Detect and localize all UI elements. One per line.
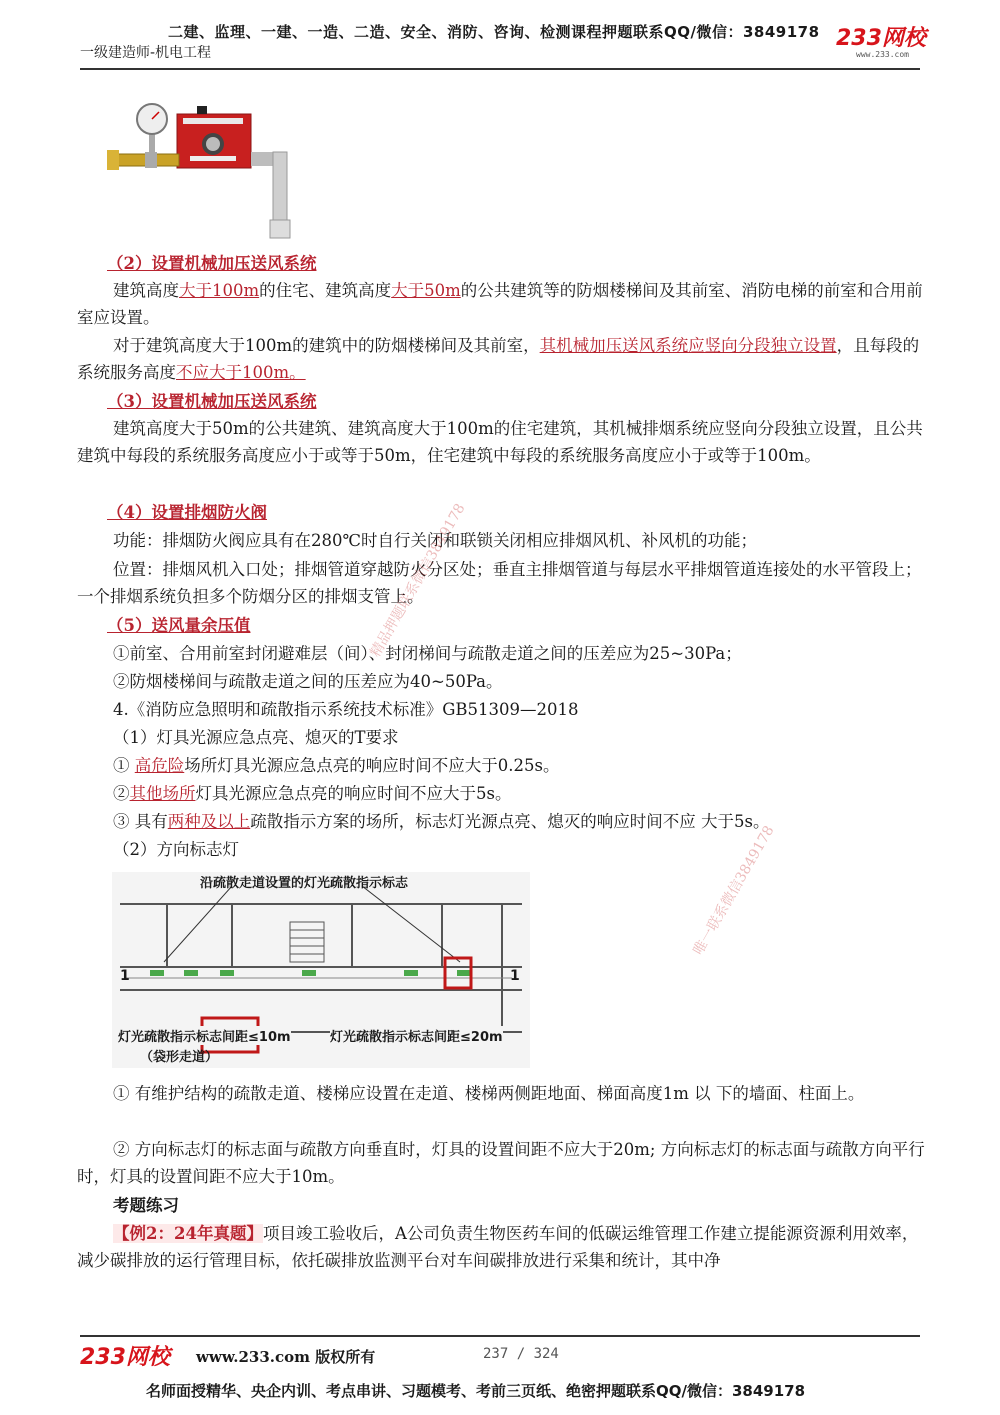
standard-line-3: ③ 具有两种及以上疏散指示方案的场所，标志灯光源点亮、熄灭的响应时间不应 大于5s。 — [113, 812, 770, 831]
section-2-paragraph-1: 建筑高度大于100m的住宅、建筑高度大于50m的公共建筑等的防烟楼梯间及其前室、消防电梯的前室和合用前室应设置。 — [77, 281, 923, 327]
header-subtitle: 一级建造师-机电工程 — [80, 45, 212, 61]
evacuation-sign-diagram — [112, 872, 530, 1068]
page-number: 237 / 324 — [483, 1346, 559, 1362]
note-1: ① 有维护结构的疏散走道、楼梯应设置在走道、楼梯两侧距地面、梯面高度1m 以 下的墙面、柱面上。 — [113, 1084, 865, 1103]
section-4-heading: （4）设置排烟防火阀 — [107, 503, 267, 522]
diagram-top-label: 沿疏散走道设置的灯光疏散指示标志 — [200, 876, 409, 891]
header-logo-text: 233网校 — [836, 26, 926, 51]
standard-sub-2: （2）方向标志灯 — [113, 840, 239, 859]
header-contact-line: 二建、监理、一建、一造、二造、安全、消防、咨询、检测课程押题联系QQ/微信：3849178 — [168, 23, 820, 41]
section-5-heading: （5）送风量余压值 — [107, 616, 251, 635]
section-3-paragraph: 建筑高度大于50m的公共建筑、建筑高度大于100m的住宅建筑，其机械排烟系统应竖向分段独立设置，且公共建筑中每段的系统服务高度应小于或等于50m，住宅建筑中每段的系统服务高度应小于或等于100m。 — [77, 419, 923, 465]
pressure-valve-image — [105, 92, 305, 242]
footer-site: www.233.com 版权所有 — [196, 1348, 376, 1366]
section-4-position: 位置：排烟风机入口处；排烟管道穿越防火分区处；垂直主排烟管道与每层水平排烟管道连接处的水平管段上；一个排烟系统负担多个防烟分区的排烟支管上。 — [77, 560, 922, 606]
practice-title: 考题练习 — [113, 1196, 179, 1215]
standard-line-1: ① 高危险场所灯具光源应急点亮的响应时间不应大于0.25s。 — [113, 756, 560, 775]
standard-sub-1: （1）灯具光源应急点亮、熄灭的T要求 — [113, 728, 399, 747]
footer-contact-line: 名师面授精华、央企内训、考点串讲、习题模考、考前三页纸、绝密押题联系QQ/微信：3849178 — [146, 1382, 806, 1400]
diagram-label-left: 灯光疏散指示标志间距≤10m — [118, 1026, 291, 1045]
diagram-right-marker: 1 — [510, 968, 520, 984]
diagram-label-right: 灯光疏散指示标志间距≤20m — [330, 1026, 503, 1045]
footer-divider — [80, 1335, 920, 1337]
standard-title: 4.《消防应急照明和疏散指示系统技术标准》GB51309—2018 — [113, 700, 579, 719]
section-4-function: 功能：排烟防火阀应具有在280℃时自行关闭和联锁关闭相应排烟风机、补风机的功能； — [113, 531, 757, 550]
section-3-heading: （3）设置机械加压送风系统 — [107, 392, 317, 411]
section-5-item-2: ②防烟楼梯间与疏散走道之间的压差应为40~50Pa。 — [113, 672, 503, 691]
header-logo — [836, 28, 926, 68]
footer-logo: 233网校 — [80, 1345, 170, 1370]
section-5-item-1: ①前室、合用前室封闭避难层（间）、封闭梯间与疏散走道之间的压差应为25~30Pa； — [113, 644, 742, 663]
watermark-1: 精品押题联系微信3849178 — [367, 501, 469, 660]
standard-line-2: ②其他场所灯具光源应急点亮的响应时间不应大于5s。 — [113, 784, 512, 803]
practice-example: 【例2：24年真题】项目竣工验收后，A公司负责生物医药车间的低碳运维管理工作建立提能源资源利用效率，减少碳排放的运行管理目标，依托碳排放监测平台对车间碳排放进行采集和统计，其中净 — [77, 1224, 919, 1270]
diagram-left-marker: 1 — [120, 968, 130, 984]
section-2-paragraph-2: 对于建筑高度大于100m的建筑中的防烟楼梯间及其前室，其机械加压送风系统应竖向分段独立设置，且每段的系统服务高度不应大于100m。 — [77, 336, 920, 382]
note-2: ② 方向标志灯的标志面与疏散方向垂直时，灯具的设置间距不应大于20m; 方向标志灯的标志面与疏散方向平行时，灯具的设置间距不应大于10m。 — [77, 1140, 925, 1186]
diagram-label-left-sub: （袋形走道） — [140, 1050, 219, 1065]
watermark-2: 唯一联系微信3849178 — [690, 823, 778, 958]
header-logo-url: www.233.com — [856, 50, 909, 59]
header-divider — [80, 68, 920, 70]
section-2-heading: （2）设置机械加压送风系统 — [107, 254, 317, 273]
